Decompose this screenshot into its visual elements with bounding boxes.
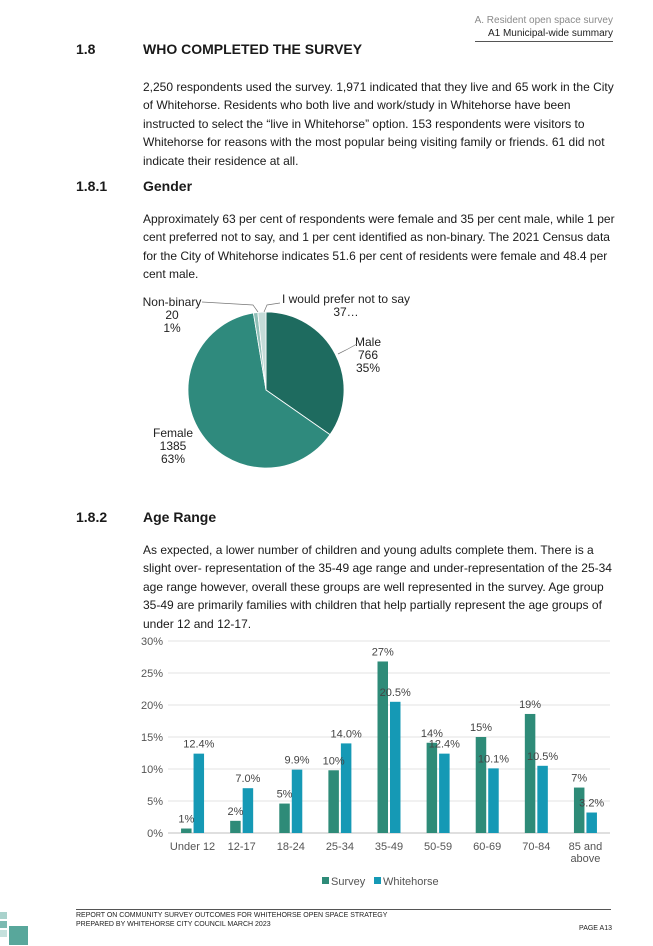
pie-label-female: 1385 [159,439,187,453]
data-label-survey: 14% [420,727,443,740]
age-paragraph: As expected, a lower number of children and young adults complete them. There is a slight over- representation of the 35-49 age range and under-representation of the 25-34 age range however, overall these groups are well represented in the survey. Age group 35-49 are primarily families with children that help partially represent the age groups of under 12 and 12-17. [143,543,612,631]
pie-label-non-binary: 20 [165,308,179,322]
bar-whitehorse [488,768,499,833]
subsection-title-gender: Gender [143,178,193,194]
bar-survey [181,829,192,833]
data-label-survey: 2% [227,805,244,818]
data-label-whitehorse: 20.5% [379,686,411,699]
x-tick-label: 85 and [568,841,603,853]
bar-survey [427,743,438,833]
leader-line-male [338,344,357,354]
data-label-whitehorse: 10.1% [477,753,510,766]
x-tick-label: 50-59 [424,841,453,853]
x-tick-label: 18-24 [276,841,305,853]
y-tick-label: 30% [140,636,163,648]
pie-label-prefer-not-to-say: 37… [333,305,359,319]
x-tick-label: 12-17 [227,841,256,853]
leader-line-prefer-not [264,303,280,312]
bar-survey [574,788,585,833]
y-tick-label: 5% [147,796,163,808]
subsection-number-gender: 1.8.1 [76,178,108,194]
data-label-whitehorse: 12.4% [428,738,460,751]
bar-whitehorse [292,770,303,833]
pie-label-female: 63% [160,452,186,466]
pie-label-female: Female [152,426,194,440]
data-label-survey: 1% [178,813,195,826]
bar-whitehorse [390,702,401,833]
pie-label-prefer-not-to-say: I would prefer not to say [281,292,411,306]
data-label-survey: 5% [276,788,293,801]
pie-label-non-binary: Non-binary [142,295,202,309]
x-tick-label: 35-49 [374,841,404,853]
legend-label-whitehorse: Whitehorse [383,876,439,888]
x-tick-label: 25-34 [325,841,354,853]
leader-line-non-binary [202,302,258,312]
subsection-title-age: Age Range [143,509,217,525]
bar-whitehorse [439,754,450,833]
data-label-whitehorse: 9.9% [284,754,310,767]
bar-whitehorse [537,766,548,833]
x-tick-label: 60-69 [473,841,502,853]
data-label-survey: 27% [371,646,394,659]
data-label-whitehorse: 7.0% [235,773,261,786]
data-label-survey: 10% [322,755,345,768]
data-label-survey: 7% [571,772,588,785]
data-label-whitehorse: 12.4% [183,738,215,751]
section-paragraph: 2,250 respondents used the survey. 1,971 indicated that they live and 65 work in the City of Whitehorse. Residents who both live and work/study in Whitehorse have been instructed to select the “live in Whitehorse” option. 153 respondents were visitors to Whitehorse for reasons with the most popular being visiting family or friends. 61 did not indicate their residence at all. [143,80,614,168]
pie-label-male: 35% [355,361,381,375]
data-label-survey: 15% [469,722,492,734]
header-line-2: A1 Municipal-wide summary [475,27,613,42]
legend-swatch-survey [322,877,329,884]
bar-whitehorse [194,754,205,833]
data-label-whitehorse: 14.0% [330,728,362,741]
data-label-survey: 19% [519,698,542,711]
footer-line-2: PREPARED BY WHITEHORSE CITY COUNCIL MARCH 2023 [76,920,271,928]
gender-paragraph: Approximately 63 per cent of respondents were female and 35 per cent male, while 1 per cent preferred not to say, and 1 per cent identified as non-binary. The 2021 Census data for the City of Whitehorse indicates 51.6 per cent of residents were female and 48.4 per cent male. [143,212,615,282]
page-number: PAGE A13 [579,925,612,932]
data-label-whitehorse: 10.5% [526,750,559,763]
legend-swatch-whitehorse [374,877,381,884]
gender-pie-chart [0,288,653,488]
bar-whitehorse [586,813,597,833]
bar-survey [279,804,290,833]
corner-decoration [0,912,30,946]
header-line-1: A. Resident open space survey [474,15,613,26]
pie-label-non-binary: 1% [163,321,181,335]
bar-survey [230,821,241,833]
bar-survey [525,714,536,833]
x-tick-label: 70-84 [522,841,551,853]
y-tick-label: 20% [140,700,163,712]
y-tick-label: 10% [140,764,163,776]
footer [76,912,387,929]
legend-label-survey: Survey [331,876,366,888]
y-tick-label: 15% [140,732,163,744]
bar-survey [328,770,339,833]
bar-survey [476,737,487,833]
age-range-bar-chart [0,630,653,895]
subsection-number-age: 1.8.2 [76,509,108,525]
pie-label-male: 766 [357,348,379,362]
x-tick-label: Under 12 [169,841,216,853]
section-title: WHO COMPLETED THE SURVEY [143,41,363,57]
footer-line-1: REPORT ON COMMUNITY SURVEY OUTCOMES FOR WHITEHORSE OPEN SPACE STRATEGY [76,912,388,919]
data-label-whitehorse: 3.2% [579,797,605,810]
x-tick-label: above [570,853,601,865]
y-tick-label: 25% [140,668,163,680]
footer-rule [76,909,611,910]
pie-label-male: Male [354,335,382,349]
running-header [475,14,613,42]
section-number: 1.8 [76,41,96,57]
bar-whitehorse [243,788,254,833]
y-tick-label: 0% [147,828,163,840]
